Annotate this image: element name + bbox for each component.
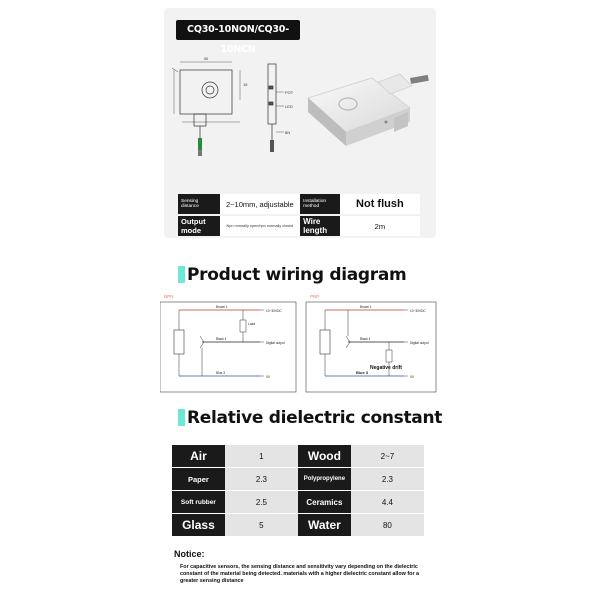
pnp-label: PNP: [310, 294, 320, 299]
material-name: Water: [298, 514, 351, 536]
material-name: Air: [172, 445, 225, 467]
spec-value: 2m: [340, 215, 420, 236]
sensing-face-circle: [202, 82, 218, 98]
side-view-outline: [268, 64, 276, 124]
material-value: 4.4: [351, 491, 424, 513]
table-row: [172, 491, 424, 513]
material-name: Glass: [172, 514, 225, 536]
svg-text:10~30VDC: 10~30VDC: [266, 309, 282, 313]
material-value: 2.5: [225, 491, 298, 513]
led-label: LED: [285, 104, 293, 109]
pot-label: POT: [285, 90, 294, 95]
spec-row: [178, 215, 420, 236]
svg-text:Brown 1: Brown 1: [360, 305, 372, 309]
table-row: [172, 468, 424, 490]
material-name: Paper: [172, 468, 225, 490]
dim-height: 15: [243, 82, 248, 87]
svg-text:Black 4: Black 4: [360, 337, 371, 341]
notice-body: For capacitive sensors, the sensing distance and sensitivity vary depending on the dielectric constant of the material being detected. materials with a higher dielectric constant allow for a greater sensing distance: [180, 564, 420, 584]
depth-label: 8N: [285, 130, 291, 135]
svg-text:10~30VDC: 10~30VDC: [410, 309, 426, 313]
wiring-diagrams: [160, 292, 440, 396]
spec-key: Output mode: [178, 215, 220, 236]
wiring-heading: Product wiring diagram: [178, 265, 406, 285]
svg-text:Brown 1: Brown 1: [216, 305, 228, 309]
table-row: [172, 445, 424, 467]
material-value: 2.3: [225, 468, 298, 490]
spec-value: 2~10mm, adjustable: [220, 194, 301, 215]
front-view-outline: [180, 70, 232, 114]
material-name: Soft rubber: [172, 491, 225, 513]
svg-text:Black 4: Black 4: [216, 337, 227, 341]
table-row: [172, 514, 424, 536]
material-value: 80: [351, 514, 424, 536]
heading-accent-bar: [178, 409, 185, 426]
svg-text:Blue 3: Blue 3: [356, 370, 369, 375]
dimension-drawings: [164, 50, 294, 160]
dielectric-heading: Relative dielectric constant: [178, 408, 442, 428]
pnp-diagram: [306, 294, 436, 392]
sensor-product-image: [300, 60, 430, 160]
notice-title: Notice:: [174, 549, 205, 559]
spec-key: Installation method: [300, 194, 340, 215]
spec-key: Wire length: [300, 215, 340, 236]
svg-text:Digital output: Digital output: [266, 341, 285, 345]
spec-key: Sensing distance: [178, 194, 220, 215]
spec-row: [178, 194, 420, 215]
load-resistor: [240, 320, 246, 332]
spec-value: Npn normally open/npn normally closed: [220, 215, 301, 236]
material-name: Polypropylene: [298, 468, 351, 490]
cable-green: [198, 138, 202, 152]
material-name: Ceramics: [298, 491, 351, 513]
material-value: 2~7: [351, 445, 424, 467]
spec-table: [178, 194, 420, 236]
svg-text:Blue 3: Blue 3: [216, 371, 226, 375]
svg-text:Digital output: Digital output: [410, 341, 429, 345]
negative-drift-label: Negative drift: [370, 365, 402, 371]
model-badge: CQ30-10NON/CQ30-10NCN: [176, 20, 300, 40]
material-value: 1: [225, 445, 298, 467]
material-value: 5: [225, 514, 298, 536]
npn-diagram: [160, 294, 296, 392]
svg-text:0V: 0V: [410, 375, 414, 379]
dim-width: 30: [203, 56, 209, 61]
material-value: 2.3: [351, 468, 424, 490]
svg-text:Load: Load: [248, 322, 256, 326]
heading-accent-bar: [178, 266, 185, 283]
dielectric-table: [172, 444, 424, 537]
npn-label: NPN: [164, 294, 174, 299]
material-name: Wood: [298, 445, 351, 467]
spec-value: Not flush: [340, 194, 420, 215]
svg-text:0V: 0V: [266, 375, 270, 379]
